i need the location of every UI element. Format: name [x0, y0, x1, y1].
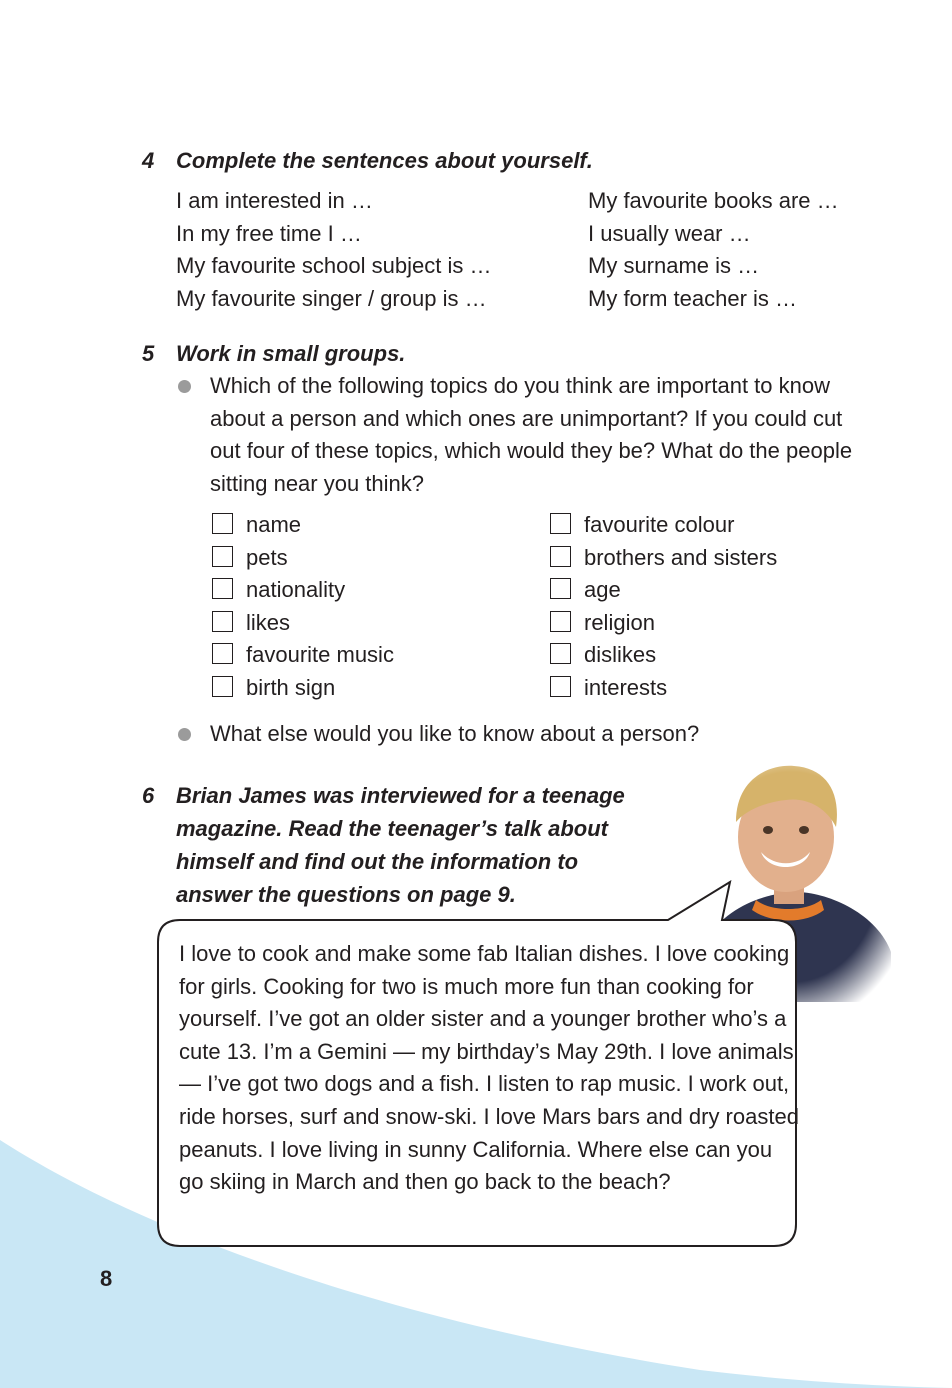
- checkbox[interactable]: [212, 676, 233, 697]
- exercise-5-number: 5: [142, 341, 155, 366]
- topic-item[interactable]: [212, 607, 532, 640]
- topic-item[interactable]: [212, 542, 532, 575]
- exercise-5-heading: Work in small groups.: [176, 341, 406, 366]
- checkbox[interactable]: [212, 513, 233, 534]
- topic-item[interactable]: [212, 672, 532, 705]
- speech-bubble-text: I love to cook and make some fab Italian dishes. I love cooking for girls. Cooking for two is much more fun than cooking for yourself. I’ve got an older sister and a younger brother who’s a cute 13. I’m a Gemini — my birthday’s May 29th. I love animals — I’ve got two dogs and a fish. I listen to rap music. I work out, ride horses, surf and snow-ski. I love Mars bars and dry roasted peanuts. I love living in sunny California. Where else can you go skiing in March and then go back to the beach?: [179, 941, 799, 1195]
- topic-item[interactable]: [550, 509, 870, 542]
- checkbox[interactable]: [550, 676, 571, 697]
- topics-right-column: [550, 509, 870, 705]
- sentence-starter: My favourite school subject is …: [176, 253, 492, 279]
- topic-label: favourite music: [246, 642, 394, 668]
- heading-line: himself and find out the information to: [176, 849, 579, 874]
- checkbox[interactable]: [550, 513, 571, 534]
- topic-item[interactable]: [550, 607, 870, 640]
- topic-label: religion: [584, 609, 655, 635]
- sentence-starter: My favourite books are …: [588, 188, 839, 213]
- topic-item[interactable]: [212, 574, 532, 607]
- topic-label: nationality: [246, 577, 346, 603]
- sentence-starter: My favourite singer / group is …: [176, 285, 487, 311]
- sentence-starter: In my free time I …: [176, 220, 362, 246]
- sentence-starter: My surname is …: [588, 253, 760, 279]
- heading-line: answer the questions on page 9.: [176, 882, 516, 907]
- checkbox[interactable]: [212, 578, 233, 599]
- topic-label: interests: [584, 674, 668, 700]
- topic-label: brothers and sisters: [584, 544, 778, 570]
- page-number: 8: [100, 1266, 113, 1291]
- exercise-4-left-column: [176, 185, 491, 315]
- exercise-6-number: 6: [142, 783, 155, 808]
- exercise-4-heading: Complete the sentences about yourself.: [176, 148, 593, 173]
- topic-item[interactable]: [550, 542, 870, 575]
- exercise-4-right-column: [588, 185, 839, 315]
- topic-item[interactable]: [550, 639, 870, 672]
- checkbox[interactable]: [550, 546, 571, 567]
- topic-label: birth sign: [246, 674, 336, 700]
- bullet-dot-icon: [178, 728, 191, 741]
- sentence-starter: I usually wear …: [588, 220, 751, 246]
- topics-left-column: [212, 509, 532, 705]
- topic-label: age: [584, 577, 621, 603]
- topic-label: name: [246, 512, 302, 537]
- checkbox[interactable]: [550, 578, 571, 599]
- exercise-4-number: 4: [142, 148, 155, 173]
- topic-item[interactable]: [212, 639, 532, 672]
- checkbox[interactable]: [212, 611, 233, 632]
- topic-item[interactable]: [212, 509, 532, 542]
- topic-label: favourite colour: [584, 512, 735, 537]
- checkbox[interactable]: [550, 643, 571, 664]
- checkbox[interactable]: [212, 643, 233, 664]
- sentence-starter: I am interested in …: [176, 188, 373, 213]
- checkbox[interactable]: [550, 611, 571, 632]
- sentence-starter: My form teacher is …: [588, 285, 798, 311]
- topic-label: pets: [246, 544, 288, 570]
- heading-line: Brian James was interviewed for a teenage: [176, 783, 625, 808]
- topic-item[interactable]: [550, 672, 870, 705]
- bullet-text: Which of the following topics do you think are important to know about a person and which ones are unimportant? If you could cut out four of these topics, which would they be? What do the people sitting near you think?: [210, 373, 853, 496]
- bullet-dot-icon: [178, 380, 191, 393]
- topic-item[interactable]: [550, 574, 870, 607]
- topic-label: likes: [246, 609, 291, 635]
- topic-label: dislikes: [584, 642, 657, 668]
- checkbox[interactable]: [212, 546, 233, 567]
- bullet-text: What else would you like to know about a person?: [210, 721, 700, 746]
- heading-line: magazine. Read the teenager’s talk about: [176, 816, 608, 841]
